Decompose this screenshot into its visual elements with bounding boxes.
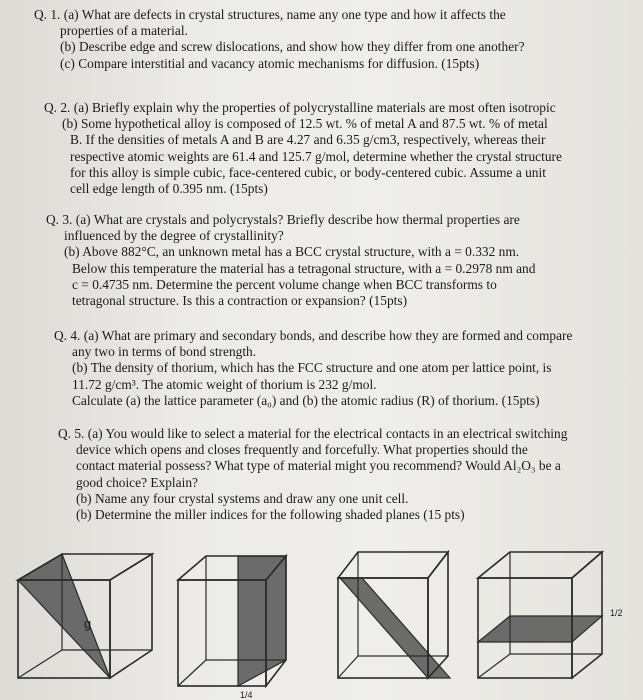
shaded-plane-3 <box>340 578 450 678</box>
q2-part-b-line4: for this alloy is simple cubic, face-centered cubic, or body-centered cubic. Assume a unit <box>70 164 546 180</box>
q2-part-b-line3: respective atomic weights are 61.4 and 125.7 g/mol, determine whether the crystal structure <box>70 148 562 164</box>
q2-part-a: Q. 2. (a) Briefly explain why the properties of polycrystalline materials are most often isotropic <box>44 100 556 115</box>
q1-part-c: (c) Compare interstitial and vacancy atomic mechanisms for diffusion. (15pts) <box>60 55 480 71</box>
shaded-plane-2 <box>238 556 286 686</box>
q5-part-a-line2: device which opens and closes frequently and forcefully. What properties should the <box>76 442 528 458</box>
q2-part-b-line2: B. If the densities of metals A and B are 4.27 and 6.35 g/cm3, respectively, whereas their <box>70 132 546 148</box>
q5-part-a-line1: Q. 5. (a) You would like to select a material for the electrical contacts in an electrical switching <box>58 426 568 441</box>
q3-part-b-line1: (b) Above 882°C, an unknown metal has a BCC crystal structure, with a = 0.332 nm. <box>64 244 520 260</box>
q2-part-b-line5: cell edge length of 0.395 nm. (15pts) <box>70 181 268 197</box>
cell-1-label-g: g <box>84 616 92 631</box>
q3-part-a: Q. 3. (a) What are crystals and polycrystals? Briefly describe how thermal properties are <box>46 212 520 227</box>
question-1 <box>34 7 594 72</box>
q3-part-b-line3: c = 0.4735 nm. Determine the percent volume change when BCC transforms to <box>72 276 497 292</box>
q4-part-b-line1: (b) The density of thorium, which has the FCC structure and one atom per lattice point, is <box>72 360 552 376</box>
q5-part-a-line3: contact material possess? What type of material might you recommend? Would Al₂O₃ be a <box>76 458 561 474</box>
q5-part-c: (b) Determine the miller indices for the following shaded planes (15 pts) <box>76 507 465 523</box>
question-4 <box>54 328 602 409</box>
cell-4-label-half: 1/2 <box>610 608 623 618</box>
unit-cell-3 <box>338 552 450 678</box>
unit-cell-4 <box>478 552 623 678</box>
cell-2-label-quarter: 1/4 <box>240 690 253 700</box>
unit-cell-figures <box>0 538 643 700</box>
unit-cell-drawings <box>0 538 643 700</box>
q4-part-a: Q. 4. (a) What are primary and secondary bonds, and describe how they are formed and compare <box>54 328 573 343</box>
q1-part-b: (b) Describe edge and screw dislocations, and show how they differ from one another? <box>60 39 525 55</box>
q4-part-b-line3: Calculate (a) the lattice parameter (a₀) and (b) the atomic radius (R) of thorium. (15pts) <box>72 392 540 408</box>
q4-part-b-line2: 11.72 g/cm³. The atomic weight of thorium is 232 g/mol. <box>72 376 377 392</box>
shaded-plane-4 <box>478 616 602 642</box>
question-5 <box>58 426 608 523</box>
unit-cell-2 <box>178 556 286 700</box>
question-3 <box>46 212 600 309</box>
q5-part-a-line4: good choice? Explain? <box>76 474 198 490</box>
q3-part-b-line4: tetragonal structure. Is this a contraction or expansion? (15pts) <box>72 293 408 309</box>
q4-part-a-cont: any two in terms of bond strength. <box>72 344 257 360</box>
question-2 <box>44 100 592 197</box>
unit-cell-1 <box>18 554 152 678</box>
q1-part-a: Q. 1. (a) What are defects in crystal structures, name any one type and how it affects the <box>34 7 506 22</box>
q2-part-b-line1: (b) Some hypothetical alloy is composed of 12.5 wt. % of metal A and 87.5 wt. % of metal <box>62 116 548 132</box>
q3-part-a-cont: influenced by the degree of crystallinity? <box>64 228 284 244</box>
q3-part-b-line2: Below this temperature the material has a tetragonal structure, with a = 0.2978 nm and <box>72 260 536 276</box>
q1-part-a-cont: properties of a material. <box>60 23 188 39</box>
q5-part-b: (b) Name any four crystal systems and draw any one unit cell. <box>76 490 409 506</box>
